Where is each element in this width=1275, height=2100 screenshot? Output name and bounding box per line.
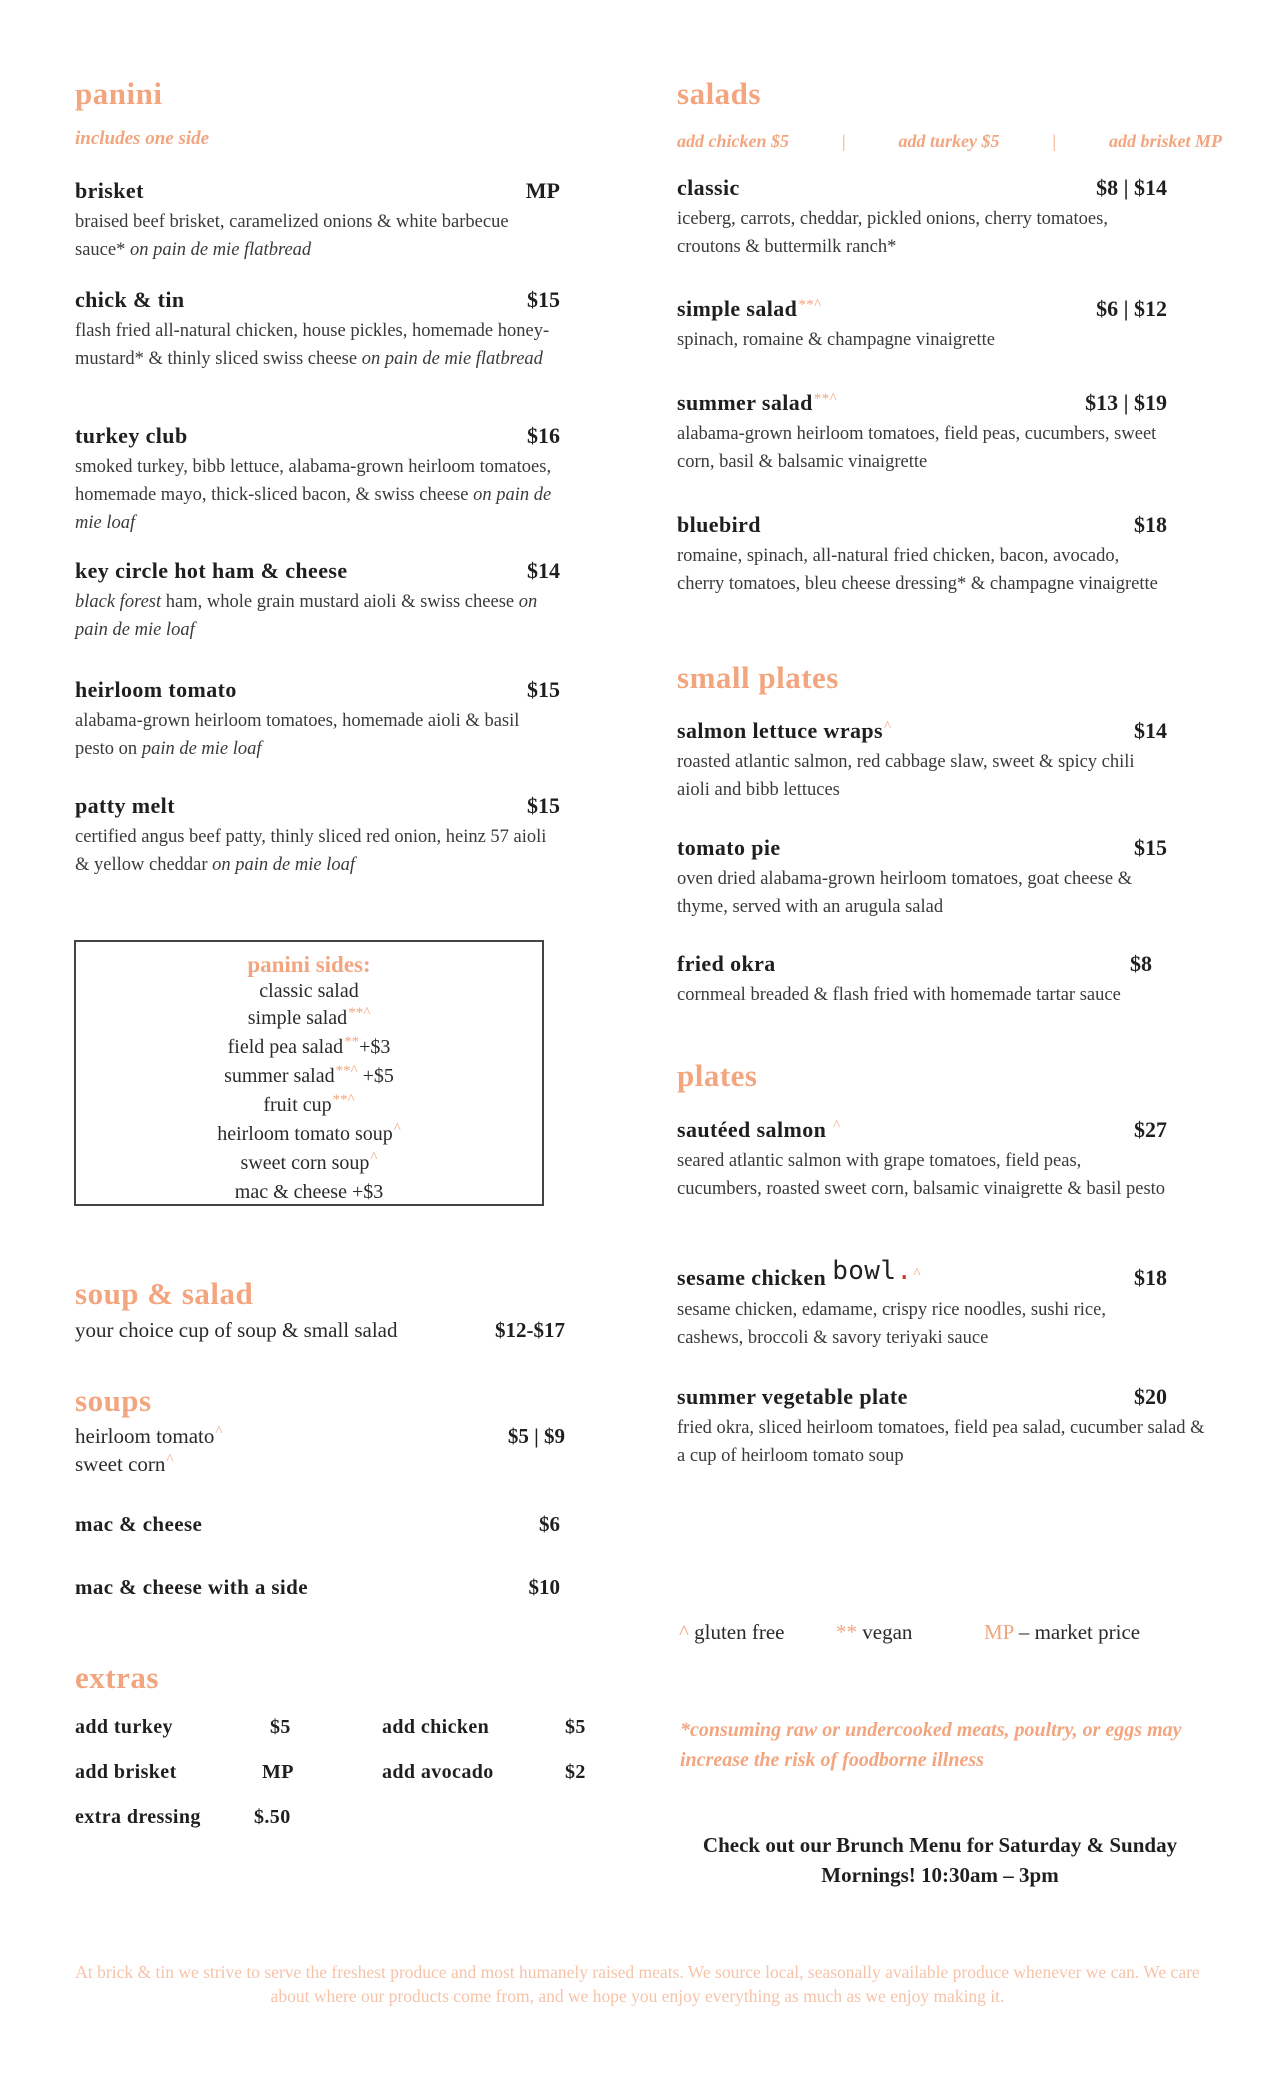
item-name: turkey club	[75, 423, 188, 448]
legend-vegan: ** vegan	[836, 1620, 913, 1644]
item-name: sesame chicken bowl.^	[677, 1256, 921, 1290]
item-name: salmon lettuce wraps^	[677, 718, 892, 743]
item-description: alabama-grown heirloom tomatoes, homemade aioli & basil pesto on pain de mie loaf	[75, 711, 520, 759]
item-name: chick & tin	[75, 287, 185, 312]
side-item: fruit cup**^	[263, 1092, 355, 1116]
side-item: mac & cheese +$3	[234, 1181, 384, 1203]
item-name: tomato pie	[677, 835, 781, 860]
menu-item-hot-ham-cheese	[75, 558, 560, 644]
item-price: $20	[1134, 1384, 1167, 1409]
item-price: $15	[1134, 835, 1167, 860]
menu-item-sauteed-salmon	[677, 1117, 1167, 1203]
mac-cheese-side-label: mac & cheese with a side	[75, 1575, 308, 1599]
addon-divider: |	[841, 131, 846, 151]
item-name: simple salad**^	[677, 296, 822, 321]
mac-cheese-side-price: $10	[528, 1575, 560, 1599]
item-price: MP	[525, 178, 560, 203]
menu-item-turkey-club	[75, 423, 560, 537]
extra-add-avocado-price: $2	[565, 1761, 586, 1783]
menu-item-fried-okra	[677, 951, 1152, 1009]
legend-market-price: MP – market price	[984, 1620, 1141, 1644]
addon-divider: |	[1052, 131, 1057, 151]
soup-salad-desc: your choice cup of soup & small salad	[75, 1318, 398, 1342]
item-description: seared atlantic salmon with grape tomatoes, field peas, cucumbers, roasted sweet corn, balsamic vinaigrette & basil pesto	[677, 1151, 1166, 1199]
extra-add-turkey-price: $5	[270, 1716, 291, 1738]
menu-item-summer-vegetable-plate	[677, 1384, 1212, 1470]
item-description: roasted atlantic salmon, red cabbage slaw, sweet & spicy chili aioli and bibb lettuces	[677, 752, 1135, 800]
item-price: $13 | $19	[1085, 390, 1167, 415]
extra-add-turkey-label: add turkey	[75, 1716, 173, 1738]
extra-add-avocado-label: add avocado	[382, 1761, 494, 1783]
item-price: $15	[527, 677, 560, 702]
item-name: fried okra	[677, 951, 776, 976]
menu-item-simple-salad	[677, 296, 1167, 354]
footer-statement: At brick & tin we strive to serve the freshest produce and most humanely raised meats. We source local, seasonally available produce whenever we can. We care about where our products come from, and we hope you enjoy everything as much as we enjoy making it.	[75, 1962, 1200, 2006]
side-item: summer salad**^ +$5	[224, 1063, 394, 1087]
addon-turkey: add turkey $5	[898, 131, 1000, 151]
mac-cheese-row	[75, 1512, 560, 1537]
soup-salad-price: $12-$17	[495, 1318, 565, 1342]
foodborne-warning: *consuming raw or undercooked meats, poultry, or eggs may increase the risk of foodborne illness	[680, 1719, 1182, 1771]
item-description: black forest ham, whole grain mustard aioli & swiss cheese on pain de mie loaf	[75, 592, 538, 640]
panini-heading: panini	[75, 76, 163, 111]
item-name: sautéed salmon ^	[677, 1117, 841, 1142]
item-description: spinach, romaine & champagne vinaigrette	[677, 330, 995, 350]
extra-dressing-price: $.50	[254, 1806, 291, 1828]
item-name: key circle hot ham & cheese	[75, 558, 348, 583]
item-name: bluebird	[677, 512, 761, 537]
salad-addons	[677, 131, 1222, 152]
item-name: patty melt	[75, 793, 175, 818]
side-item: sweet corn soup^	[240, 1150, 378, 1174]
menu-item-summer-salad	[677, 390, 1167, 476]
extras-heading: extras	[75, 1660, 159, 1695]
menu-item-chick-tin	[75, 287, 560, 373]
side-item: simple salad**^	[247, 1005, 371, 1029]
soup-salad-heading: soup & salad	[75, 1276, 254, 1311]
brunch-notice: Check out our Brunch Menu for Saturday & Sunday Mornings! 10:30am – 3pm	[702, 1833, 1178, 1887]
item-price: $14	[527, 558, 560, 583]
side-item: field pea salad**+$3	[227, 1034, 391, 1058]
item-price: $14	[1134, 718, 1167, 743]
soups-row	[75, 1424, 565, 1449]
item-name: heirloom tomato	[75, 677, 237, 702]
legend-gluten-free: ^ gluten free	[679, 1620, 785, 1644]
soup-sweet-corn: sweet corn^	[75, 1452, 174, 1476]
item-price: $18	[1134, 1265, 1167, 1290]
item-price: $8	[1130, 951, 1152, 976]
item-description: iceberg, carrots, cheddar, pickled onions, cherry tomatoes, croutons & buttermilk ranch*	[677, 209, 1108, 257]
side-item: heirloom tomato soup^	[217, 1121, 401, 1145]
item-description: flash fried all-natural chicken, house pickles, homemade honey-mustard* & thinly sliced swiss cheese on pain de mie flatbread	[75, 321, 550, 369]
menu-item-brisket	[75, 178, 560, 264]
soups-row-2	[75, 1452, 565, 1477]
addon-chicken: add chicken $5	[677, 131, 789, 151]
item-price: $16	[527, 423, 560, 448]
item-description: alabama-grown heirloom tomatoes, field peas, cucumbers, sweet corn, basil & balsamic vinaigrette	[677, 424, 1157, 472]
small-plates-heading: small plates	[677, 660, 839, 695]
item-name: classic	[677, 175, 740, 200]
addon-brisket: add brisket MP	[1108, 131, 1222, 151]
plates-heading: plates	[677, 1058, 758, 1093]
menu-item-bluebird	[677, 512, 1167, 598]
item-price: $15	[527, 287, 560, 312]
item-description: cornmeal breaded & flash fried with homemade tartar sauce	[677, 985, 1121, 1005]
item-name: summer salad**^	[677, 390, 838, 415]
panini-sides-title: panini sides:	[247, 952, 371, 977]
bowl-wordmark: bowl.	[832, 1256, 913, 1286]
extra-add-brisket-price: MP	[262, 1761, 294, 1783]
item-description: certified angus beef patty, thinly sliced red onion, heinz 57 aioli & yellow cheddar on pain de mie loaf	[75, 827, 547, 875]
panini-sides-box	[74, 940, 544, 1206]
item-price: $27	[1134, 1117, 1167, 1142]
item-price: $15	[527, 793, 560, 818]
item-description: smoked turkey, bibb lettuce, alabama-grown heirloom tomatoes, homemade mayo, thick-sliced bacon, & swiss cheese on pain de mie loaf	[75, 457, 552, 533]
side-item: classic salad	[259, 980, 359, 1002]
salads-heading: salads	[677, 76, 761, 111]
item-description: fried okra, sliced heirloom tomatoes, field pea salad, cucumber salad & a cup of heirloom tomato soup	[677, 1418, 1205, 1466]
extra-add-chicken-label: add chicken	[382, 1716, 490, 1738]
soup-heirloom-tomato: heirloom tomato^	[75, 1424, 223, 1448]
item-price: $18	[1134, 512, 1167, 537]
extra-add-chicken-price: $5	[565, 1716, 586, 1738]
item-name: summer vegetable plate	[677, 1384, 908, 1409]
panini-subtitle: includes one side	[75, 128, 210, 149]
item-price: $8 | $14	[1096, 175, 1167, 200]
item-description: sesame chicken, edamame, crispy rice noodles, sushi rice, cashews, broccoli & savory teriyaki sauce	[677, 1300, 1106, 1348]
menu-item-patty-melt	[75, 793, 560, 879]
menu-item-classic-salad	[677, 175, 1167, 261]
menu-item-salmon-lettuce-wraps	[677, 718, 1167, 804]
mac-cheese-side-row	[75, 1575, 560, 1600]
item-description: braised beef brisket, caramelized onions & white barbecue sauce* on pain de mie flatbread	[75, 212, 509, 260]
soups-heading: soups	[75, 1383, 152, 1418]
item-price: $6 | $12	[1096, 296, 1167, 321]
soups-price: $5 | $9	[507, 1424, 565, 1448]
item-description: oven dried alabama-grown heirloom tomatoes, goat cheese & thyme, served with an arugula salad	[677, 869, 1133, 917]
item-name: brisket	[75, 178, 144, 203]
menu-item-heirloom-tomato	[75, 677, 560, 763]
mac-cheese-price: $6	[539, 1512, 560, 1536]
menu-item-tomato-pie	[677, 835, 1167, 921]
menu-item-sesame-chicken-bowl	[677, 1256, 1167, 1352]
soup-salad-row	[75, 1318, 565, 1343]
extra-add-brisket-label: add brisket	[75, 1761, 177, 1783]
extra-dressing-label: extra dressing	[75, 1806, 201, 1828]
item-description: romaine, spinach, all-natural fried chicken, bacon, avocado, cherry tomatoes, bleu cheese dressing* & champagne vinaigrette	[677, 546, 1158, 594]
mac-cheese-label: mac & cheese	[75, 1512, 203, 1536]
